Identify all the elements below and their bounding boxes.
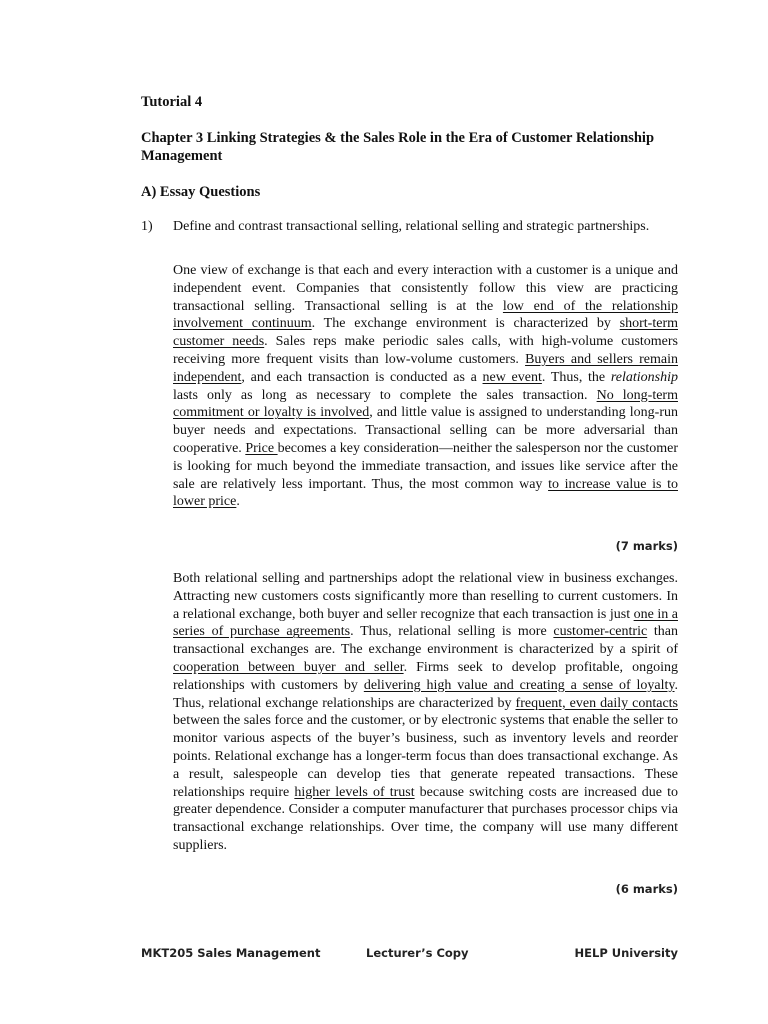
text-segment: , and each transaction is conducted as a (241, 369, 483, 385)
underlined-phrase: higher levels of trust (294, 784, 415, 800)
underlined-phrase: delivering high value and creating a sense of loyalty (363, 677, 675, 693)
underlined-phrase: short-term customer needs (173, 316, 678, 350)
underlined-phrase: Price (245, 440, 278, 456)
footer-university: HELP University (574, 946, 678, 960)
text-segment: Both relational selling and partnerships adopt the relational view in business exchanges. Attracting new customers costs significantly more than reselling to current customers. In a relational exchange, both buyer and seller recognize that each transaction is just (173, 571, 678, 622)
text-segment: becomes a key consideration—neither the salesperson nor the customer is looking for much beyond the immediate transaction, and issues like service after the sale are relatively less important. Thus, the most common way (173, 440, 679, 492)
text-segment: . Sales reps make periodic sales calls, with high-volume customers receiving more frequent visits than low-volume customers. (173, 334, 678, 367)
text-segment: . Thus, relational exchange relationships are characterized by (173, 677, 679, 711)
text-segment: between the sales force and the customer, or by electronic systems that enable the seller to monitor various aspects of the buyer’s business, such as inventory levels and reorder points. Relational exchange has a longer-term focus than does transactional exchange. As a result, salespeople can develop ties that generate repeated transactions. These relationships require (173, 713, 678, 800)
text-segment: than transactional exchanges are. The exchange environment is characterized by a spirit of (173, 624, 678, 658)
text-segment: One view of exchange is that each and every interaction with a customer is a unique and independent event. Companies that consistently follow this view are practicing transactional selling. Transactional selling is at the (173, 263, 678, 314)
answer-paragraph-1 (173, 262, 678, 511)
underlined-phrase: one in a series of purchase agreements (173, 606, 678, 640)
footer-course: MKT205 Sales Management (141, 946, 321, 960)
text-segment: . Thus, the (541, 369, 611, 385)
underlined-phrase: low end of the relationship involvement continuum (173, 298, 678, 332)
underlined-phrase: cooperation between buyer and seller (173, 659, 404, 675)
text-segment: lasts only as long as necessary to complete the sales transaction. (173, 387, 597, 403)
text-segment: . (236, 494, 240, 510)
text-segment: , and little value is assigned to understanding long-run buyer needs and expectations. Transactional selling can be more adversarial than cooperative. (173, 405, 678, 456)
italic-phrase: relationship (610, 369, 678, 385)
underlined-phrase: Buyers and sellers remain independent (173, 351, 678, 385)
marks-label-2: (6 marks) (615, 882, 678, 896)
text-segment: . The exchange environment is characterized by (311, 316, 620, 332)
text-segment: . Thus, relational selling is more (350, 624, 554, 640)
text-segment: . Firms seek to develop profitable, ongoing relationships with customers by (173, 659, 679, 693)
marks-label-1: (7 marks) (615, 539, 678, 553)
underlined-phrase: customer-centric (553, 624, 648, 640)
question-number: 1) (141, 219, 153, 234)
text-segment: because switching costs are increased due to greater dependence. Consider a computer manufacturer that purchases processor chips via transactional exchange relationships. Over time, the company will use many different suppliers. (173, 784, 678, 853)
underlined-phrase: new event (482, 369, 542, 385)
underlined-phrase: to increase value is to lower price (173, 476, 678, 510)
answer-paragraph-2 (173, 570, 678, 855)
question-text: Define and contrast transactional selling, relational selling and strategic partnerships. (173, 219, 650, 234)
chapter-title: Chapter 3 Linking Strategies & the Sales Role in the Era of Customer Relationship Management (141, 130, 655, 164)
tutorial-title: Tutorial 4 (141, 94, 203, 110)
footer-copy-label: Lecturer’s Copy (366, 946, 469, 960)
underlined-phrase: No long-term commitment or loyalty is involved (173, 387, 678, 421)
section-title: A) Essay Questions (141, 184, 261, 200)
underlined-phrase: frequent, even daily contacts (515, 695, 678, 711)
